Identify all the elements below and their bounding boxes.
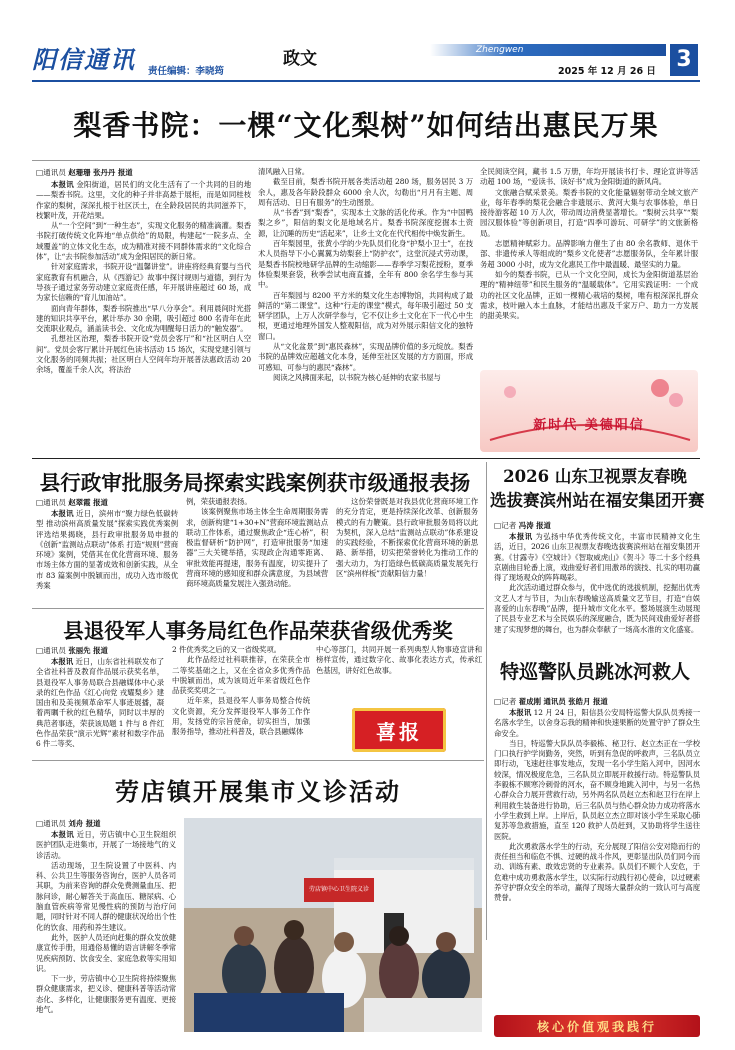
paragraph: 下一步，劳店镇中心卫生院将持续聚焦群众健康需求，把义诊、健康科普等活动常态化、多样化，让健康服务更有温度、更接地气。 [36,974,176,1015]
paragraph: 截至目前，梨香书院开展各类活动超 280 场，服务居民 3 万余人，惠及各年龄段群众 6000 余人次，勾勒出“月月有主题、周周有活动、日日有服务”的生动图景。 [258,177,473,207]
page-number: 3 [670,44,698,76]
rescue-byline: □记者 翟成刚 通讯员 张皓月 报道 [494,697,608,706]
paragraph: 此次活动通过群众参与，优中选优的选拔机制，挖掘出优秀文艺人才与节目，为山东春晚输送高质量文艺节目，打造“自娱喜爱的山东春晚”品牌，提升城市文化水平。整场展演生动展现了民县专业艺术与全民娱乐的深度融合，既为民间戏曲爱好者搭建了实现梦想的舞台，也为群众奉献了一场高水准的文化盛宴。 [494,583,700,634]
paragraph: 清风融入日常。 [258,167,310,176]
good-news-badge: 喜报 [352,708,446,752]
paragraph: 从“书香”到“梨香”，实现本土文脉的活化传承。作为“中国鸭梨之乡”，阳信的梨文化是地域名片。梨香书院深度挖掘本土资源，让沉睡的历史“活起来”，让乡土文化在代代相传中焕发新生。 [258,208,473,238]
photo-sign-text: 劳店镇中心卫生院义诊 [308,886,369,893]
masthead-stripe [430,44,666,56]
paragraph: 本报讯 金阳街道，居民们的文化生活有了一个共同的目的地——梨香书院。这里，文化的种子并非高悬于展柜，而是如同桂枝作家的梨树，深深扎根于社区沃土，在全龄段居民的共同滋养下，枝繁叶茂，开花结果。 [36,180,251,220]
paragraph: 面向青年群体，梨香书院推出“早八分享会”。利用晨间时光搭建的知识共享平台，累计举办 30 余期，吸引超过 800 名青年在此交流职业观点，涵盖读书会、文化成为唱醒每日活力的“触发器”。 [36,303,251,334]
gala-headline-line-2: 选拔赛滨州站在福安集团开赛 [490,491,705,510]
veteran-column-1 [36,657,164,753]
paragraph: 此次勇救落水学生的行动，充分展现了阳信公安对隐而行的责任担当和临危不惧、过硬的战斗作风，更彰显出队员们同今而动、训练有素、敢效忠贤的专业素养。队员们不顾个人安危，于危难中成功勇救落水学生，以实际行动践行初心使命，以过硬素养守护群众安全的举动，赢得了现场大量群众的一致认可与高度赞誉。 [494,841,700,903]
paragraph: 文旅融合赋采景美。梨香书院的文化能量辐射带动全域文旅产业，每年春季的梨花会融合非遗展示、黄河大集与农事体验，单日接待游客超 10 万人次，带动周边消费显著增长。“梨树云共享”“梨园汉服体验”等创新项目，打造“四季可游玩、可研学”的文旅新格局。 [480,187,698,238]
paragraph: 本报讯 为弘扬中华优秀传统文化，丰富市民精神文化生活，近日，2026 山东卫视票友春晚选拔赛滨州站在福安集团开赛。《甘露寺》《空城计》《智取威虎山》《贺斗》等二十多个经典京剧曲目轮番上演，戏曲爱好者们用激昂的演技、扎实的唱功赢得了现场观众的阵阵喝彩。 [494,532,700,583]
paragraph: 全民阅读空间，藏书 1.5 万册，年均开展读书打卡、理论宣讲等活动超 100 场，“爱读书、读好书”成为金阳街道的新风尚。 [480,167,698,187]
paragraph: 当日，特巡警大队队员李毅栋、秘卫行、赵立杰正在一学校门口执行护学岗勤务，突然，听到有急促的呼救声，三名队员立即行动，飞速赶往事发地点，发现一名小学生陷入河中，因河水较深，情况极度危急，三名队员立即展开救援行动。特巡警队员李毅栋不顾寒冷刺骨的河水，奋不顾身地跳入河中，与另一名热心群众合力展开营救行动，另外两名队员赵立杰和赵卫行在岸上利用救生装备进行协助，后三名队员与热心群众协力成功将落水小学生救到上岸。上岸后，队员赵立杰立即对该小学生采取心肺复苏等急救措施，直至 120 救护人员赶到，又协助将学生送往医院。 [494,738,700,841]
lead-column-1 [36,180,251,452]
clinic-photo [184,818,482,1032]
lead-column-3 [480,167,698,367]
rescue-body [494,708,700,1012]
banner-text: 新时代 美德阳信 [533,418,645,433]
civic-banner [480,370,698,452]
gala-byline: □记者 冯涛 报道 [494,521,551,530]
paragraph: 此作品经过社科联推荐，在荣获全市二等奖基础之上，又在全省众多优秀作品中脱颖而出，成为该局近年来省级红色作品获奖奖项之一。 [172,655,310,696]
lead-column-2 [258,167,473,452]
paragraph: 此外，医护人员还向赶集的群众发放健康宣传手册，用通俗易懂的语言讲解冬季常见疾病预防、饮食安全、家庭急救等实用知识。 [36,932,176,973]
paragraph: 从“文化盆景”到“惠民森林”，实现品牌价值的多元绽放。梨香书院的品牌效应超越文化本身，延伸至社区发展的方方面面，形成可感知、可参与的惠民“森林”。 [258,342,473,372]
veteran-column-3 [316,645,482,701]
paragraph: 孔想社区治理，梨香书院开设“党员会客厅”和“社区明白人空间”。党员会客厅累计开展红色读书活动 15 场次，实现党建引领与文化服务的同频共振；社区明白人空间年均开展普法惠政活动 20 余场，覆盖千余人次，将法治 [36,334,251,375]
paragraph: 本报讯 近日，劳店镇中心卫生院组织医护团队走进集市，开展了一场接地气的义诊活动。 [36,830,176,860]
masthead-rule [32,80,700,82]
section-divider [32,608,484,609]
section-pinyin: Zhengwen [476,45,524,55]
paragraph: 百年梨园里，张黄小学的少先队员们化身“护梨小卫士”，在技术人员指导下小心翼翼为幼梨套上“防护衣”，这堂沉浸式劳动课，是梨香书院校地研学品牌的生动缩影——春季学习梨花授粉，夏季体验梨果套袋，秋季尝试电商直播，全年有 800 余名学生参与其中。 [258,239,473,290]
notary-column-3 [336,497,478,605]
lead-divider [32,160,700,161]
veteran-column-2 [172,645,310,753]
blossom-decoration-icon [480,370,698,452]
notary-headline: 县行政审批服务局探索实践案例获市级通报表扬 [39,471,471,495]
clinic-headline: 劳店镇开展集市义诊活动 [115,777,401,806]
paragraph: 如今的梨香书院，已从一个文化空间，成长为金阳街道基层治理的“精神纽带”和民生服务的“温暖载体”。它用实践证明：一个成功的社区文化品牌，正如一棵精心栽培的梨树，唯有根深深扎群众需求，枝叶融入本土血脉，才能结出惠及千家万户、助力一方发展的甜美果实。 [480,269,698,321]
paragraph: 本报讯 近日，滨州市“聚力绿色低碳转型 推动滨州高质量发展”探索实践优秀案例评选结果揭晓，县行政审批服务局申报的《创新“监测站点联动”体系 打造“规则”营商环境》案例，凭借其在优化营商环境、服务市场主体方面的显著成效和创新实践，从全市 83 篇案例中脱颖而出，成功入选市级优秀案 [36,509,178,591]
veteran-headline: 县退役军人事务局红色作品荣获省级优秀奖 [63,619,453,643]
paragraph: 阅读之风拂面来起，以书院为核心延伸的农家书屋与 [273,372,441,382]
paragraph: 针对家庭需求，书院开设“温馨讲堂”。讲座将经典育婴与当代家庭教育有机融合，从《西游记》故事中探讨规则与道德，到行为导孩子通过家务劳动建立家庭责任感，年开展讲座超过 60 场，成为家长信赖的“育儿加油站”。 [36,262,251,303]
paragraph: 中心等部门，共同开展一系列典型人物事迹宣讲和榜样宣传，通过数字化、故事化表达方式，传承红色基因，讲好红色故事。 [316,645,482,675]
issue-date: 2025 年 12 月 26 日 [558,66,656,77]
paragraph: 近年来，县退役军人事务局整合传统文化资源，充分发挥退役军人事务工作作用，发扬党的宗旨使命，切实担当，加强服务指导，推动社科普及，联合县融媒体 [172,696,310,737]
section-divider [32,760,484,761]
notary-column-1 [36,509,178,605]
paragraph: 该案例聚焦市场主体全生命周期服务需求，创新构建“1+30+N”营商环境监测站点联动工作体系，通过聚焦政企“连心桥”，积极监督研析“防护网”，打造审批服务“加速器”三大关键举措，实现政企沟通零距离、审批效能再提速，服务有温度，切实提升了营商环境的感知度和群众满意度，为县域营商环境高质量发展注入强劲动能。 [186,507,328,589]
paragraph: 本报讯 近日，山东省社科联发布了全省社科普及教育作品展示获奖名单，县退役军人事务局联合县融媒体中心录录的红色作品《红心向党 戎耀梨乡》建国由和及美视频革命军人事迹展播，凝着两瞩千秋的红色精华，同时以丰厚的典范者事迹，荣获该局题 1 件与 8 件红色作品荣获“演示光辉”素材和数字作品 6 件二等奖、 [36,657,164,749]
editor-credit: 责任编辑：李晓筠 [148,66,225,77]
column-divider [486,462,487,940]
paragraph: 百年梨园与 8200 平方米的梨文化生态博物馆，共同构成了最鲜活的“第二课堂”。这种“行走的课堂”模式，每年吸引超过 50 支研学团队，上万人次研学参与，它不仅让乡土文化在下一代心中生根，更通过地理外国发人整观阳信，成为对外展示阳信文化的独特窗口。 [258,290,473,341]
section-title: 政文 [283,49,317,69]
section-divider [32,458,700,459]
clinic-photo-illustration [184,818,482,1032]
lead-byline: □通讯员 赵珊珊 张丹丹 报道 [36,168,133,177]
paragraph: 例，荣获通报表扬。 [186,497,252,506]
gala-headline-line-1: 2026 山东卫视票友春晚 [503,467,687,486]
paragraph: 活动现场，卫生院设置了中医科、内科、公共卫生等服务咨询台，医护人员各司其职，为前来咨询的群众免费测量血压、把脉问诊，耐心解答关于高血压、糖尿病、心脑血管疾病等常见慢性病的预防与治疗问题，同时针对不同人群的健康状况给出个性化的饮食、用药和养生建议。 [36,860,176,932]
gala-body [494,532,700,646]
notary-byline: □通讯员 赵翠霞 报道 [36,498,108,507]
notary-column-2 [186,497,328,605]
clinic-byline: □通讯员 刘舟 报道 [36,819,101,828]
paragraph: 从“一个空间”到“一种生态”，实现文化服务的精准滴灌。梨香书院打破传统文化阵地“单点供给”的局限，构建起“一院多点、全域覆盖”的立体文化生态，成为精准对接不同群体需求的“文化综合体”，让“去书院参加活动”成为金阳居民的新日常。 [36,221,251,262]
clinic-body [36,830,176,1030]
paragraph: 2 件优秀奖之后的又一省级奖项。 [172,645,281,654]
rescue-headline: 特巡警队员跳冰河救人 [499,661,690,683]
veteran-byline: □通讯员 张丽先 报道 [36,646,108,655]
lead-headline: 梨香书院：一棵“文化梨树”如何结出惠民万果 [73,109,659,142]
paragraph: 这份荣誉既是对我县优化营商环境工作的充分肯定，更是持续深化改革、创新服务模式的有力鞭策。县行政审批服务局将以此为契机，深入总结“监测站点联动”体系建设的实践经验，不断探索优化营商环境的新思路、新举措，切实把荣誉转化为推动工作的强大动力，为打造绿色低碳高质量发展先行区“滨州样板”贡献阳信力量！ [336,497,478,579]
paragraph: 志愿精神赋彩力。品牌影响力催生了由 80 余名教师、退休干部、非遗传承人等组成的“梨乡文化使者”志愿服务队，全年累计服务超 3000 小时，成为文化惠民工作中最温暖、最坚实的力量。 [480,239,698,269]
newspaper-logo: 阳信通讯 [32,45,136,74]
values-banner: 核心价值观我践行 [494,1015,700,1037]
paragraph: 本报讯 12 月 24 日，阳信县公安局特巡警大队队员秀接一名落水学生，以舍身忘我的精神和快速果断的处置守护了群众生命安全。 [494,708,700,738]
